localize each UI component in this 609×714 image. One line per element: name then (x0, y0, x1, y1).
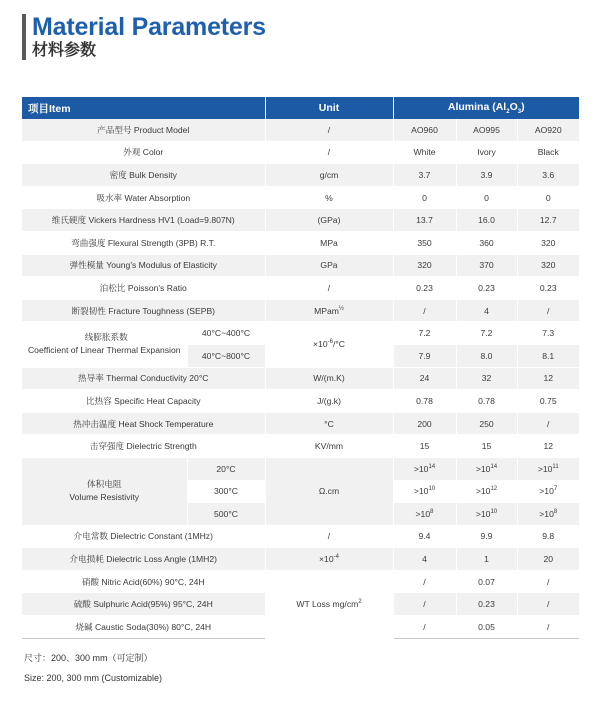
resistivity-label-cn: 体积电阻 (87, 479, 122, 490)
cell-ao995: 0.07 (456, 570, 517, 593)
table-row (22, 525, 579, 548)
cell-ao995: 0 (456, 186, 517, 209)
cell-ao995: $>10^{10}$ (456, 503, 517, 526)
table-row (22, 299, 579, 322)
cell-ao920: 9.8 (517, 525, 579, 548)
row-label: 热导率 Thermal Conductivity 20°C (22, 367, 265, 390)
row-unit: $\times 10^{-4}$ (265, 548, 393, 571)
title-accent-bar (22, 14, 26, 60)
row-unit: J/(g.k) (265, 390, 393, 413)
header-item: 项目Item (22, 97, 265, 119)
cell-ao995: 360 (456, 231, 517, 254)
cell-ao920: 3.6 (517, 164, 579, 187)
cell-ao960: 200 (393, 412, 456, 435)
cell-ao960: 24 (393, 367, 456, 390)
row-label: 泊松比 Poisson's Ratio (22, 277, 265, 300)
row-unit: % (265, 186, 393, 209)
table-header-row (22, 97, 579, 119)
row-unit: / (265, 525, 393, 548)
material-parameters-table (22, 97, 579, 639)
cell-ao995: 32 (456, 367, 517, 390)
cell-ao920: / (517, 616, 579, 639)
cell-ao995: 0.23 (456, 277, 517, 300)
row-unit: / (265, 277, 393, 300)
cell-ao995: 4 (456, 299, 517, 322)
row-label: 密度 Bulk Density (22, 164, 265, 187)
cell-ao995: 1 (456, 548, 517, 571)
cell-ao995: 15 (456, 435, 517, 458)
cell-ao920: $>10^8$ (517, 503, 579, 526)
cell-ao995: AO995 (456, 119, 517, 141)
row-label: 烧碱 Caustic Soda(30%) 80°C, 24H (22, 616, 265, 639)
cell-ao920: 0 (517, 186, 579, 209)
row-label: 吸水率 Water Absorption (22, 186, 265, 209)
cell-ao920: 8.1 (517, 344, 579, 367)
cell-ao920: 0.75 (517, 390, 579, 413)
row-label: 断裂韧性 Fracture Toughness (SEPB) (22, 299, 265, 322)
cell-ao920: AO920 (517, 119, 579, 141)
cell-ao995: 8.0 (456, 344, 517, 367)
resistivity-label-en: Volume Resistivity (69, 492, 140, 503)
table-row (22, 277, 579, 300)
row-label-expansion (22, 322, 187, 367)
row-label: 维氏硬度 Vickers Hardness HV1 (Load=9.807N) (22, 209, 265, 232)
cell-ao920: / (517, 570, 579, 593)
row-unit: MPam$^{\frac{1}{2}}$ (265, 299, 393, 322)
cell-ao960: 9.4 (393, 525, 456, 548)
row-unit: °C (265, 412, 393, 435)
cell-ao960: 320 (393, 254, 456, 277)
page-header (22, 14, 266, 60)
cell-ao995: 16.0 (456, 209, 517, 232)
row-label: 外观 Color (22, 141, 265, 164)
temperature-range: 40°C~400°C (187, 322, 265, 345)
cell-ao960: 4 (393, 548, 456, 571)
cell-ao960: AO960 (393, 119, 456, 141)
temperature: 20°C (187, 457, 265, 480)
cell-ao960: / (393, 299, 456, 322)
row-unit: Ω.cm (265, 457, 393, 525)
table-row (22, 457, 579, 480)
row-label: 介电损耗 Dielectric Loss Angle (1MH2) (22, 548, 265, 571)
table-row (22, 164, 579, 187)
row-label: 介电常数 Dielectric Constant (1MHz) (22, 525, 265, 548)
table-row (22, 209, 579, 232)
cell-ao960: / (393, 570, 456, 593)
cell-ao920: / (517, 593, 579, 616)
cell-ao995: 3.9 (456, 164, 517, 187)
table-row (22, 254, 579, 277)
cell-ao995: $>10^{12}$ (456, 480, 517, 503)
cell-ao995: 0.05 (456, 616, 517, 639)
row-label: 硝酸 Nitric Acid(60%) 90°C, 24H (22, 570, 265, 593)
cell-ao960: 7.9 (393, 344, 456, 367)
cell-ao920: 12 (517, 435, 579, 458)
cell-ao920: $>10^7$ (517, 480, 579, 503)
row-label: 弯曲强度 Flexural Strength (3PB) R.T. (22, 231, 265, 254)
temperature-range: 40°C~800°C (187, 344, 265, 367)
row-unit: KV/mm (265, 435, 393, 458)
cell-ao920: / (517, 299, 579, 322)
cell-ao920: Black (517, 141, 579, 164)
cell-ao995: 7.2 (456, 322, 517, 345)
row-label: 热冲击温度 Heat Shock Temperature (22, 412, 265, 435)
cell-ao995: Ivory (456, 141, 517, 164)
row-unit: GPa (265, 254, 393, 277)
row-label: 比热容 Specific Heat Capacity (22, 390, 265, 413)
cell-ao920: 12 (517, 367, 579, 390)
row-label-resistivity (22, 457, 187, 525)
cell-ao960: 350 (393, 231, 456, 254)
cell-ao960: / (393, 593, 456, 616)
cell-ao960: 13.7 (393, 209, 456, 232)
cell-ao960: $>10^{14}$ (393, 457, 456, 480)
cell-ao995: 9.9 (456, 525, 517, 548)
size-note-cn: 尺寸：200、300 mm（可定制） (24, 653, 153, 663)
table-row (22, 435, 579, 458)
table-row (22, 186, 579, 209)
cell-ao920: 20 (517, 548, 579, 571)
cell-ao995: 250 (456, 412, 517, 435)
table-row (22, 570, 579, 593)
row-unit: $\times 10^{-6}/^\circ C$ (265, 322, 393, 367)
cell-ao960: 7.2 (393, 322, 456, 345)
table-row (22, 322, 579, 345)
row-label: 弹性模量 Young's Modulus of Elasticity (22, 254, 265, 277)
table-row (22, 231, 579, 254)
cell-ao960: 0 (393, 186, 456, 209)
cell-ao960: / (393, 616, 456, 639)
row-label: 产品型号 Product Model (22, 119, 265, 141)
cell-ao960: 15 (393, 435, 456, 458)
size-note-en: Size: 200, 300 mm (Customizable) (24, 673, 163, 683)
cell-ao995: $>10^{14}$ (456, 457, 517, 480)
row-unit: MPa (265, 231, 393, 254)
cell-ao960: 3.7 (393, 164, 456, 187)
temperature: 300°C (187, 480, 265, 503)
page-subtitle: 材料参数 (32, 42, 97, 59)
cell-ao995: 370 (456, 254, 517, 277)
table-row (22, 141, 579, 164)
cell-ao920: 0.23 (517, 277, 579, 300)
row-unit: W/(m.K) (265, 367, 393, 390)
header-unit: Unit (265, 97, 393, 119)
header-alumina: Alumina $(Al_2O_3)$ (393, 97, 579, 119)
row-unit: g/cm (265, 164, 393, 187)
row-unit-corrosion: WT Loss $mg/cm^2$ (265, 570, 393, 638)
cell-ao960: $>10^{10}$ (393, 480, 456, 503)
expansion-label-cn: 线膨胀系数 (84, 332, 128, 343)
row-unit: / (265, 141, 393, 164)
row-unit: / (265, 119, 393, 141)
cell-ao960: White (393, 141, 456, 164)
cell-ao995: 0.23 (456, 593, 517, 616)
row-label: 硫酸 Sulphuric Acid(95%) 95°C, 24H (22, 593, 265, 616)
cell-ao960: 0.23 (393, 277, 456, 300)
temperature: 500°C (187, 503, 265, 526)
cell-ao960: 0.78 (393, 390, 456, 413)
cell-ao920: $>10^{11}$ (517, 457, 579, 480)
row-unit: (GPa) (265, 209, 393, 232)
table-row (22, 548, 579, 571)
page-title: Material Parameters (32, 13, 266, 41)
cell-ao960: $>10^8$ (393, 503, 456, 526)
cell-ao920: 320 (517, 254, 579, 277)
cell-ao995: 0.78 (456, 390, 517, 413)
table-row (22, 412, 579, 435)
cell-ao920: 12.7 (517, 209, 579, 232)
cell-ao920: 320 (517, 231, 579, 254)
table-row (22, 390, 579, 413)
table-row (22, 119, 579, 141)
expansion-label-en: Coefficient of Linear Thermal Expansion (27, 345, 181, 356)
table-row (22, 367, 579, 390)
cell-ao920: 7.3 (517, 322, 579, 345)
row-label: 击穿强度 Dielectric Strength (22, 435, 265, 458)
cell-ao920: / (517, 412, 579, 435)
